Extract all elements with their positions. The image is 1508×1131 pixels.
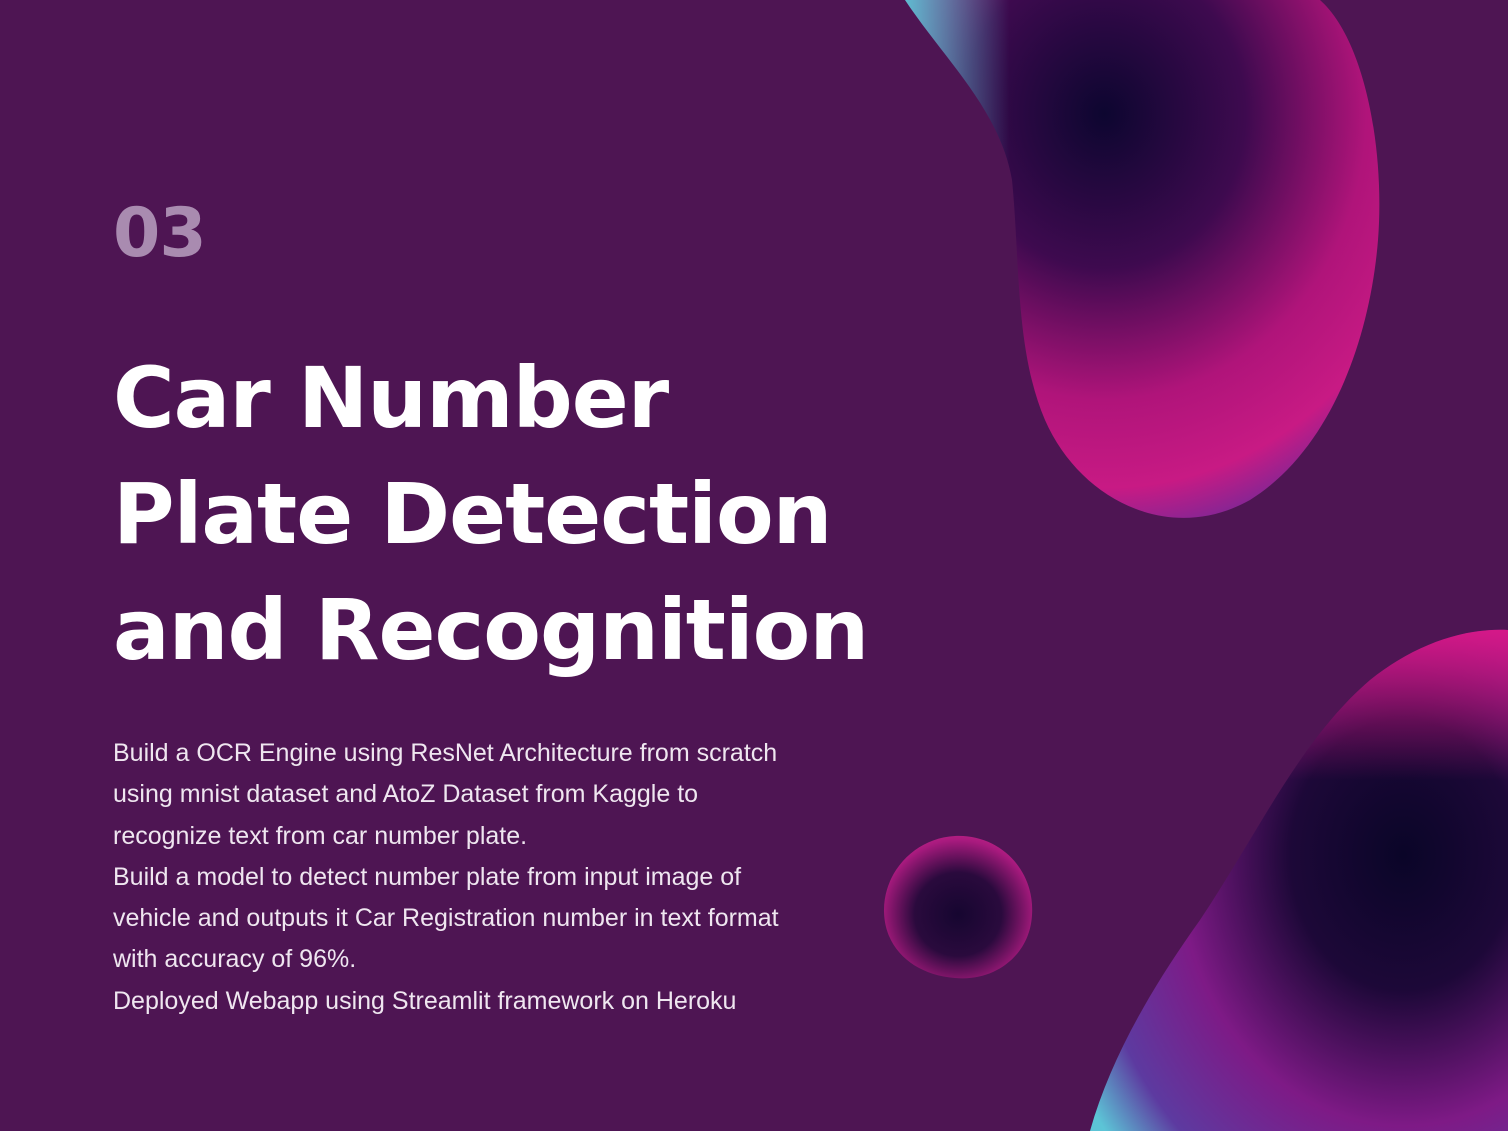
description-line-1: Build a OCR Engine using ResNet Architecture from scratch	[113, 739, 778, 767]
description-line-7: Deployed Webapp using Streamlit framework on Heroku	[113, 986, 737, 1015]
description-line-3: recognize text from car number plate.	[113, 821, 528, 850]
blob-small	[884, 836, 1032, 978]
title-line-1: Car Number	[113, 349, 669, 447]
description-line-6: with accuracy of 96%.	[113, 945, 357, 974]
slide-title	[113, 340, 868, 688]
title-line-2: Plate Detection	[113, 465, 832, 563]
blob-top-right-sheen	[905, 0, 1379, 518]
project-description	[113, 733, 873, 1022]
description-line-5: vehicle and outputs it Car Registration number in text format	[113, 904, 779, 933]
blob-bottom-right-sheen	[1090, 630, 1508, 1131]
description-line-2: using mnist dataset and AtoZ Dataset from Kaggle to	[113, 780, 699, 809]
description-line-4: Build a model to detect number plate from input image of	[113, 862, 742, 891]
title-line-3: and Recognition	[113, 581, 869, 679]
section-number: 03	[113, 194, 206, 273]
